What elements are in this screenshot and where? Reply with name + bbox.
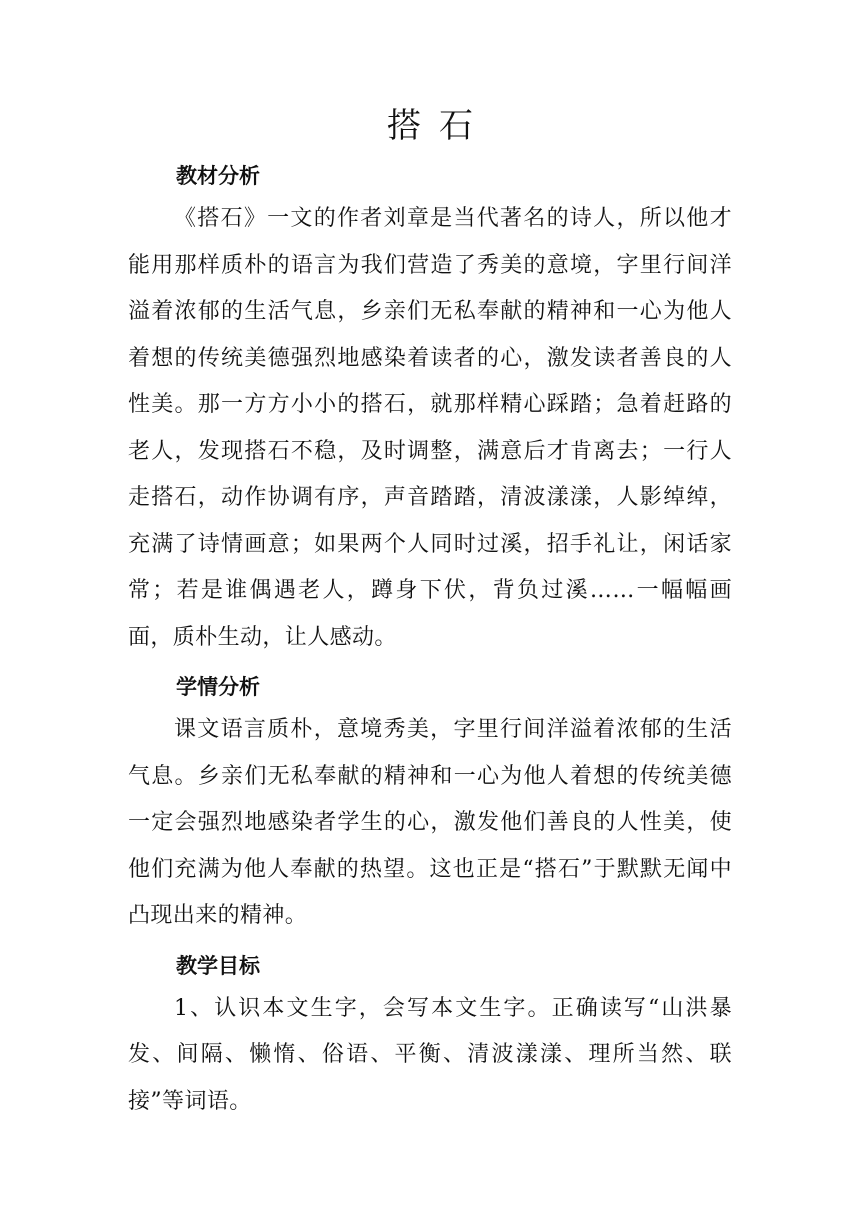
section-student-analysis	[128, 667, 732, 940]
section-heading: 教材分析	[176, 164, 260, 188]
section-paragraph: 1、认识本文生字，会写本文生字。正确读写“山洪暴发、间隔、懒惰、俗语、平衡、清波漾漾、理所当然、联接”等词语。	[128, 995, 732, 1114]
section-teaching-goals	[128, 946, 732, 1126]
document-title: 搭石	[387, 106, 491, 146]
section-heading: 教学目标	[176, 953, 260, 978]
section-paragraph: 《搭石》一文的作者刘章是当代著名的诗人，所以他才能用那样质朴的语言为我们营造了秀美的意境，字里行间洋溢着浓郁的生活气息，乡亲们无私奉献的精神和一心为他人着想的传统美德强烈地感染着读者的心，激发读者善良的人性美。那一方方小小的搭石，就那样精心踩踏；急着赶路的老人，发现搭石不稳，及时调整，满意后才肯离去；一行人走搭石，动作协调有序，声音踏踏，清波漾漾，人影绰绰，充满了诗情画意；如果两个人同时过溪，招手礼让，闲话家常；若是谁偶遇老人，蹲身下伏，背负过溪……一幅幅画面，质朴生动，让人感动。	[128, 206, 732, 650]
section-paragraph: 课文语言质朴，意境秀美，字里行间洋溢着浓郁的生活气息。乡亲们无私奉献的精神和一心为他人着想的传统美德一定会强烈地感染者学生的心，激发他们善良的人性美，使他们充满为他人奉献的热望。这也正是“搭石”于默默无闻中凸现出来的精神。	[128, 717, 732, 928]
section-textbook-analysis	[128, 156, 732, 661]
section-heading: 学情分析	[176, 675, 260, 699]
